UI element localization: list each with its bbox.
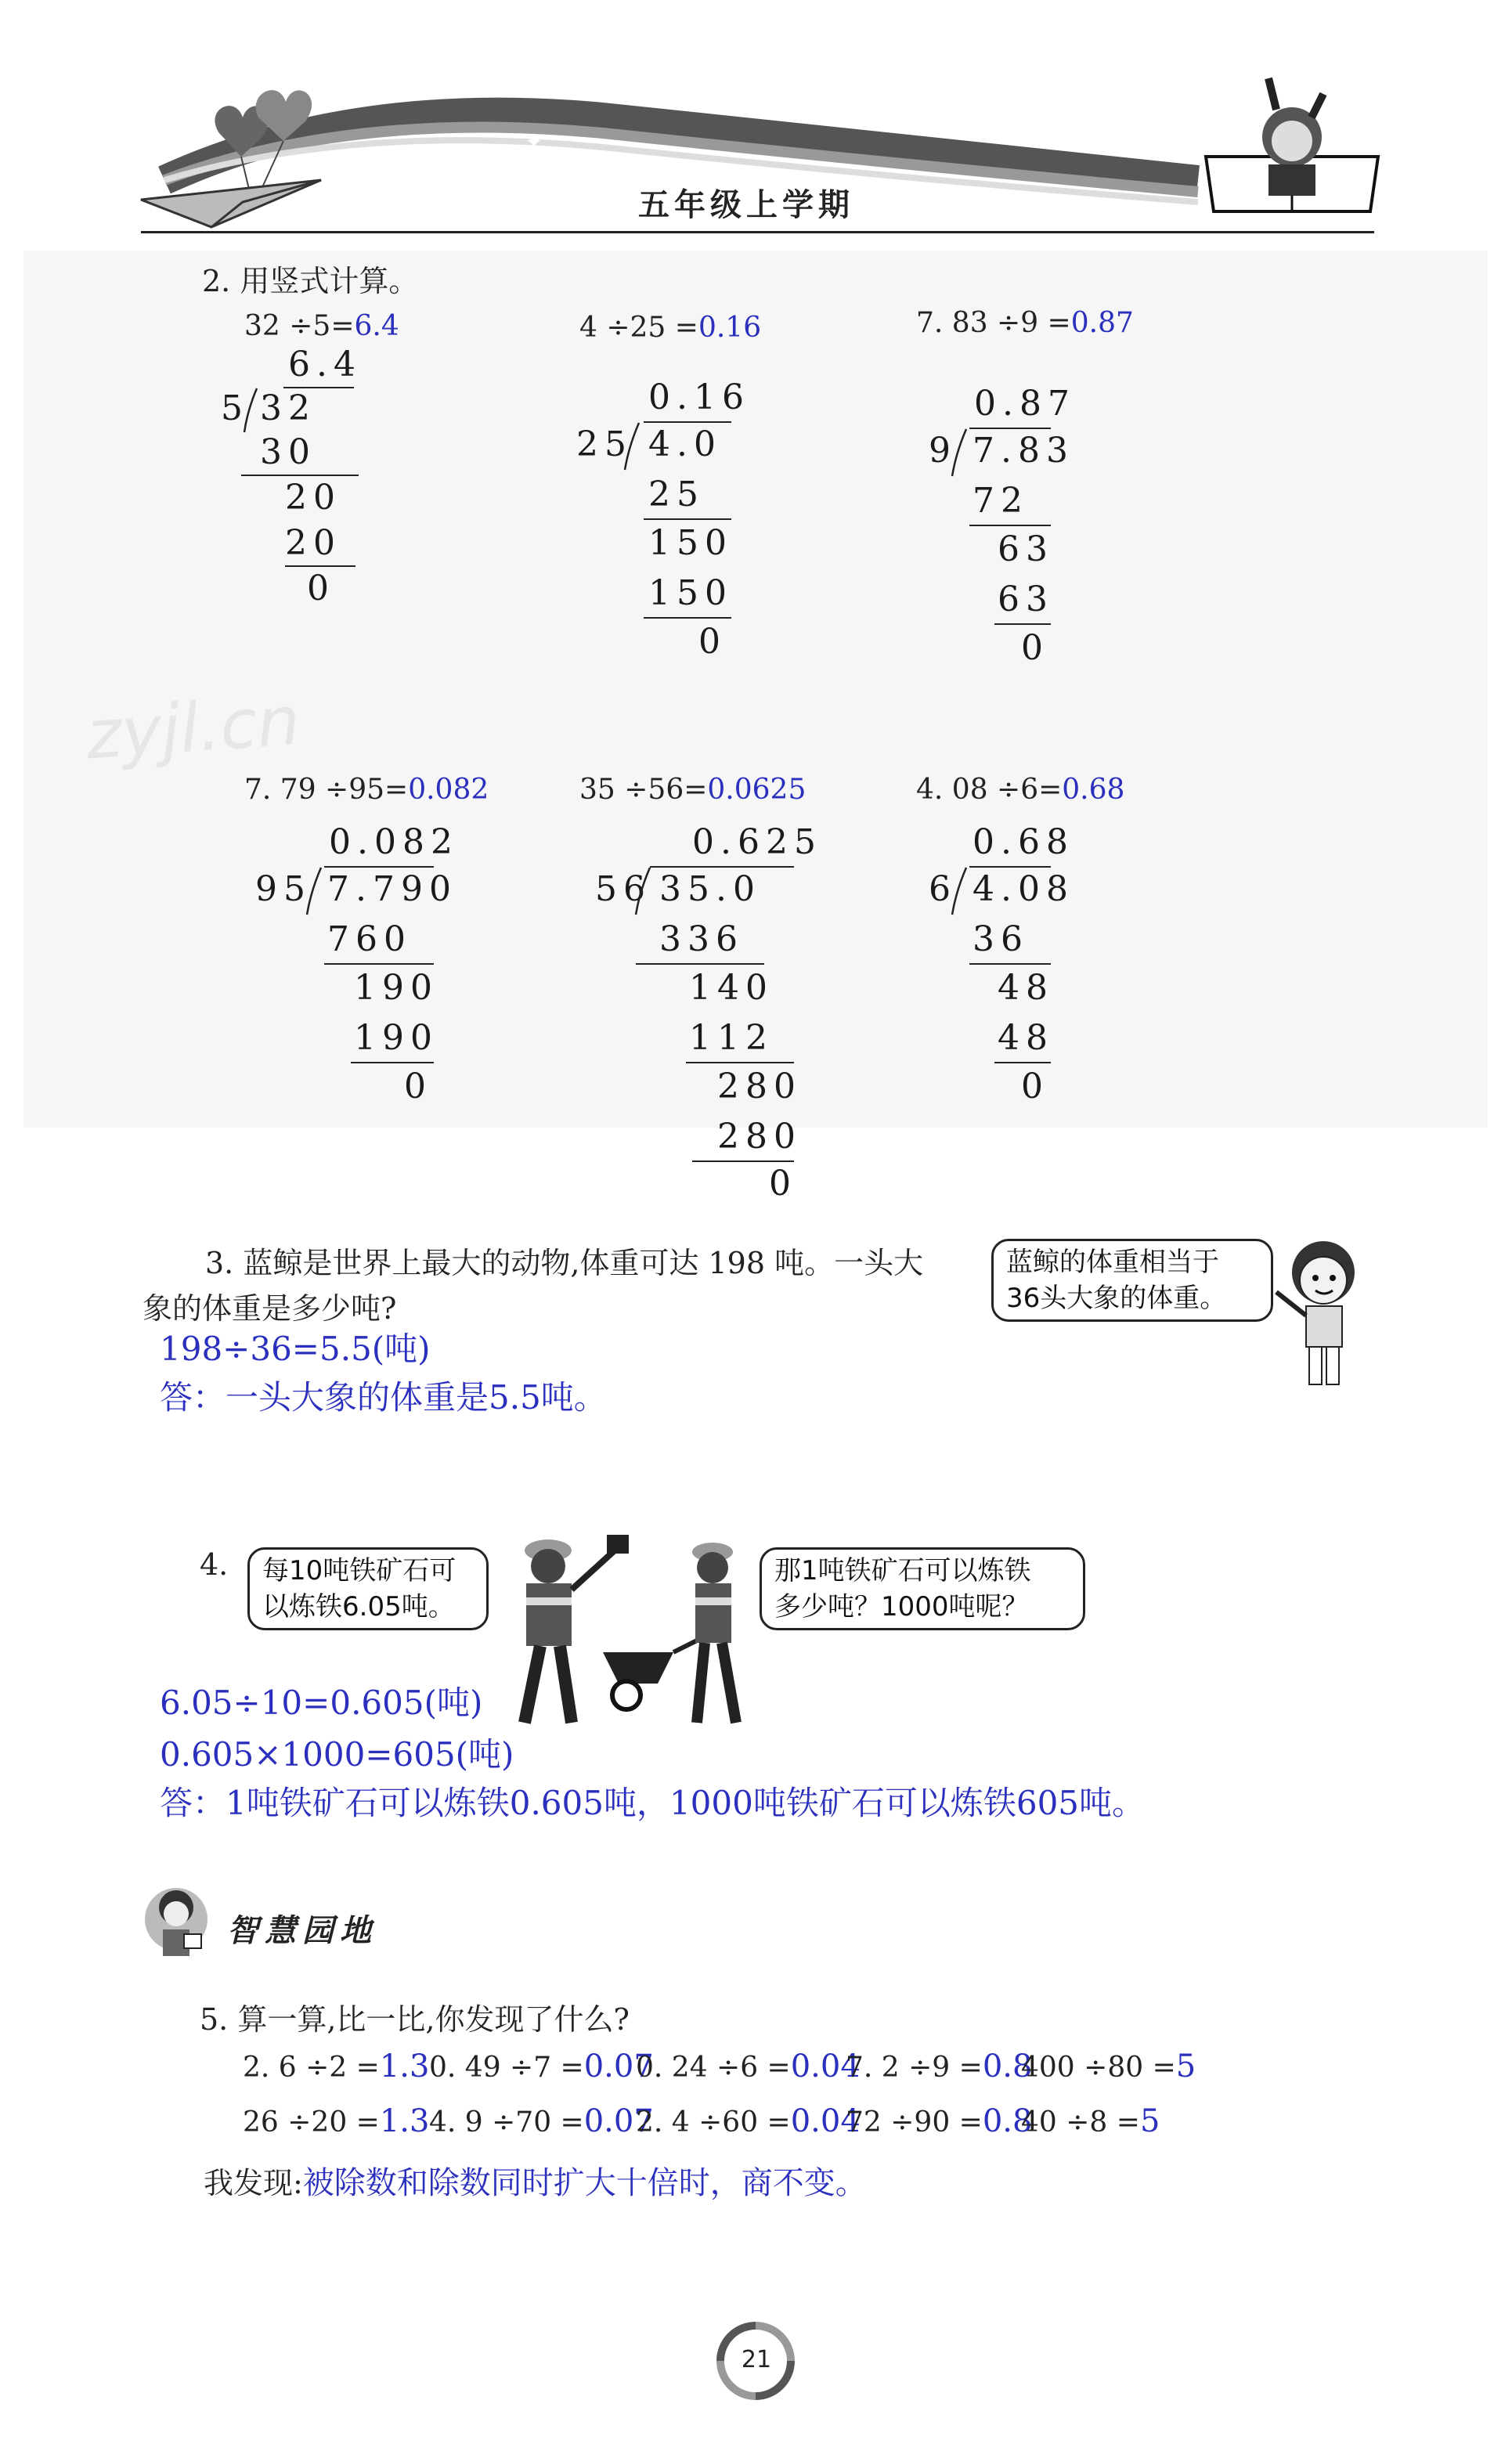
q3-work: 198÷36=5.5(吨) xyxy=(160,1330,431,1368)
problem-expression: 7. 79 ÷95=0.082 xyxy=(244,774,489,806)
q5-row2-item: 40 ÷8 =5 xyxy=(1021,2103,1160,2139)
watermark: zyjl.cn xyxy=(83,681,303,775)
page-number: 21 xyxy=(741,2346,772,2373)
q3-text-line2: 象的体重是多少吨? xyxy=(143,1291,397,1326)
q5-finding: 我发现:被除数和除数同时扩大十倍时，商不变。 xyxy=(204,2165,867,2201)
q4-number: 4. xyxy=(200,1547,229,1582)
header-title: 五年级上学期 xyxy=(638,187,854,223)
svg-text:✦: ✦ xyxy=(971,113,990,139)
q3-answer: 答：一头大象的体重是5.5吨。 xyxy=(160,1378,607,1417)
q5-row1-item: 7. 2 ÷9 =0.8 xyxy=(846,2048,1033,2084)
q5-row2-item: 4. 9 ÷70 =0.07 xyxy=(429,2103,654,2139)
problem-expression: 32 ÷5=6.4 xyxy=(244,310,399,342)
long-division: 0.082 95 7.790 760 190 190 0 xyxy=(255,822,459,1106)
speech-bubble xyxy=(760,1547,1085,1630)
bubble-line: 以炼铁6.05吨。 xyxy=(262,1591,455,1622)
q5-row1-item: 400 ÷80 =5 xyxy=(1021,2048,1196,2084)
bubble-line: 多少吨？1000吨呢？ xyxy=(774,1591,1029,1622)
bubble-line: 36头大象的体重。 xyxy=(1006,1283,1227,1314)
q5-row2-item: 2. 4 ÷60 =0.04 xyxy=(636,2103,861,2139)
bubble-line: 蓝鲸的体重相当于 xyxy=(1006,1247,1219,1278)
long-division: 0.625 56 35.0 336 140 112 280 280 0 xyxy=(595,822,822,1204)
q4-work-1: 6.05÷10=0.605(吨) xyxy=(160,1684,483,1722)
header-rule xyxy=(141,231,1374,233)
q5-row1-item: 0. 49 ÷7 =0.07 xyxy=(429,2048,654,2084)
bubble-line: 那1吨铁矿石可以炼铁 xyxy=(774,1555,1031,1586)
q5-row1-item: 0. 24 ÷6 =0.04 xyxy=(636,2048,861,2084)
q4-answer: 答：1吨铁矿石可以炼铁0.605吨，1000吨铁矿石可以炼铁605吨。 xyxy=(160,1784,1146,1822)
speech-bubble xyxy=(247,1547,489,1630)
bubble-line: 每10吨铁矿石可 xyxy=(262,1555,456,1586)
q3-text-line1: 3. 蓝鲸是世界上最大的动物,体重可达 198 吨。一头大 xyxy=(205,1246,924,1280)
speech-bubble xyxy=(991,1239,1273,1322)
problem-expression: 4. 08 ÷6=0.68 xyxy=(916,774,1125,806)
workers-illustration xyxy=(470,1535,752,1742)
section-title: 智慧园地 xyxy=(227,1913,377,1949)
section-mascot-icon xyxy=(141,1884,211,1965)
q2-title: 2. 用竖式计算。 xyxy=(202,264,419,298)
long-division: 0.16 25 4.0 25 150 150 0 xyxy=(576,377,750,662)
q4-work-2: 0.605×1000=605(吨) xyxy=(160,1735,514,1774)
long-division: 0.68 6 4.08 36 48 48 0 xyxy=(929,822,1074,1106)
boy-illustration xyxy=(1268,1237,1378,1397)
long-division: 6.4 5 32 30 20 20 0 xyxy=(221,345,362,608)
q5-row1-item: 2. 6 ÷2 =1.3 xyxy=(243,2048,430,2084)
q5-row2-item: 72 ÷90 =0.8 xyxy=(846,2103,1033,2139)
problem-expression: 7. 83 ÷9 =0.87 xyxy=(916,307,1134,339)
problem-expression: 35 ÷56=0.0625 xyxy=(579,774,807,806)
q5-title: 5. 算一算,比一比,你发现了什么? xyxy=(200,2002,630,2037)
q5-row2-item: 26 ÷20 =1.3 xyxy=(243,2103,430,2139)
problem-expression: 4 ÷25 =0.16 xyxy=(579,312,762,344)
long-division: 0.87 9 7.83 72 63 63 0 xyxy=(929,384,1076,668)
svg-text:✦: ✦ xyxy=(525,128,543,154)
